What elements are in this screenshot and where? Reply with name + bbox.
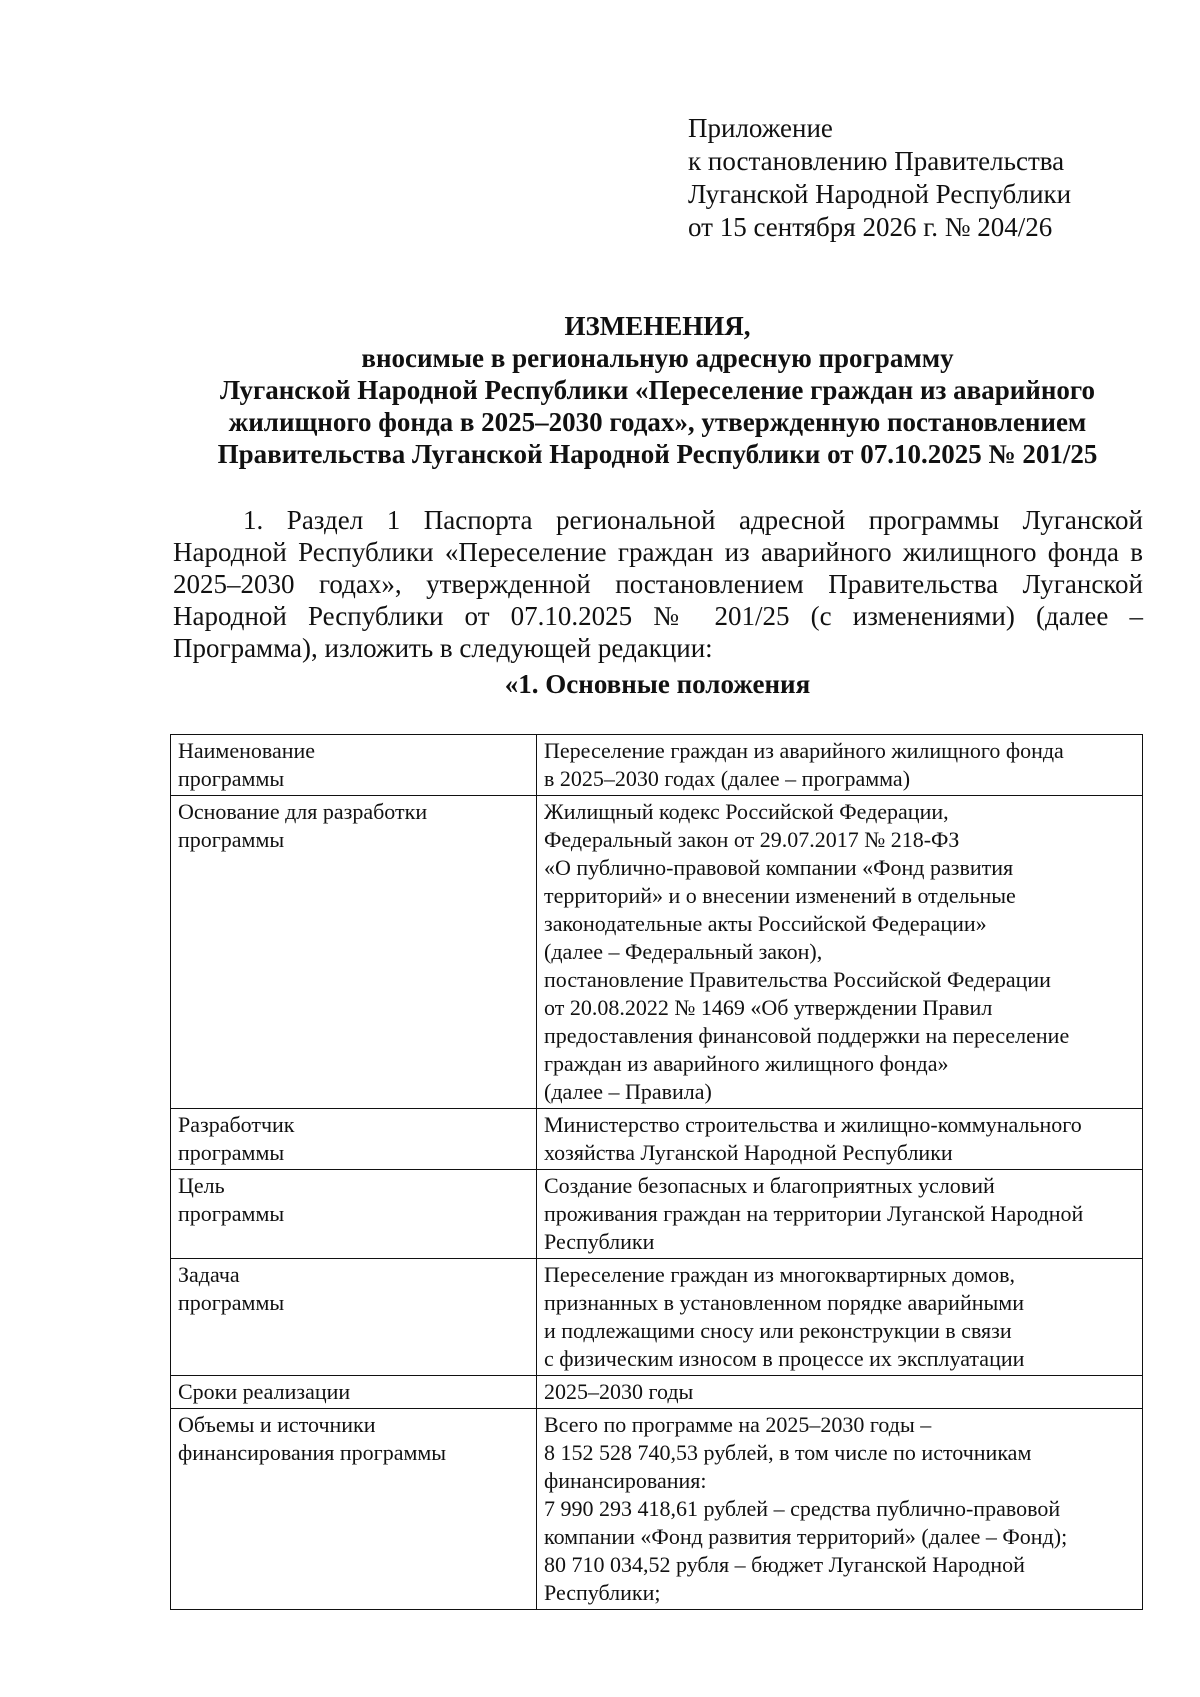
row-label-line: программы xyxy=(178,827,285,852)
table-row xyxy=(171,1376,1143,1409)
row-label-cell xyxy=(171,1109,537,1170)
row-label-line: Объемы и источники xyxy=(178,1412,376,1437)
row-label-line: Основание для разработки xyxy=(178,799,428,824)
row-value-line: 2025–2030 годы xyxy=(544,1379,694,1404)
row-value-line: (далее – Федеральный закон), xyxy=(544,939,823,964)
row-value-cell xyxy=(537,1170,1143,1259)
section-heading: «1. Основные положения xyxy=(504,669,811,699)
row-value-line: Федеральный закон от 29.07.2017 № 218-ФЗ xyxy=(544,827,960,852)
row-value-line: и подлежащими сносу или реконструкции в связи xyxy=(544,1318,1012,1343)
row-label-cell xyxy=(171,735,537,796)
row-label-cell xyxy=(171,796,537,1109)
row-value-line: предоставления финансовой поддержки на переселение xyxy=(544,1023,1070,1048)
row-value-line: Создание безопасных и благоприятных условий xyxy=(544,1173,995,1198)
row-value-line: 7 990 293 418,61 рублей – средства публично-правовой xyxy=(544,1496,1061,1521)
appendix-line: Приложение xyxy=(688,113,833,143)
title-line: жилищного фонда в 2025–2030 годах», утвержденную постановлением xyxy=(228,407,1087,437)
table-row xyxy=(171,1259,1143,1376)
row-label-line: программы xyxy=(178,1140,285,1165)
row-value-line: в 2025–2030 годах (далее – программа) xyxy=(544,766,911,791)
row-value-cell xyxy=(537,796,1143,1109)
row-value-line: Республики; xyxy=(544,1580,661,1605)
row-label-line: Разработчик xyxy=(178,1112,295,1137)
row-value-line: компании «Фонд развития территорий» (далее – Фонд); xyxy=(544,1524,1068,1549)
row-label-cell xyxy=(171,1376,537,1409)
row-value-line: Республики xyxy=(544,1229,655,1254)
row-value-line: финансирования: xyxy=(544,1468,707,1493)
table-row xyxy=(171,796,1143,1109)
row-value-cell xyxy=(537,1259,1143,1376)
row-label-line: Цель xyxy=(178,1173,225,1198)
title-line: вносимые в региональную адресную программу xyxy=(361,343,954,373)
row-value-line: Переселение граждан из многоквартирных домов, xyxy=(544,1262,1015,1287)
row-value-line: законодательные акты Российской Федерации» xyxy=(544,911,987,936)
row-value-cell xyxy=(537,1109,1143,1170)
row-label-line: Задача xyxy=(178,1262,240,1287)
title-line: Луганской Народной Республики «Переселение граждан из аварийного xyxy=(220,375,1095,405)
passport-table xyxy=(170,734,1143,1610)
paragraph-1: 1. Раздел 1 Паспорта региональной адресной программы Луганской Народной Республики «Переселение граждан из аварийного жилищного фонда в 2025–2030 годах», утвержденной постановлением Правительства Луганской Народной Республики от 07.10.2025 № 201/25 (с изменениями) (далее – Программа), изложить в следующей редакции: xyxy=(173,505,1143,663)
row-value-line: хозяйства Луганской Народной Республики xyxy=(544,1140,953,1165)
table-row xyxy=(171,735,1143,796)
table-row xyxy=(171,1409,1143,1610)
appendix-line: от 15 сентября 2026 г. № 204/26 xyxy=(688,212,1053,242)
row-label-line: программы xyxy=(178,1290,285,1315)
row-value-line: (далее – Правила) xyxy=(544,1079,712,1104)
table-row xyxy=(171,1109,1143,1170)
row-label-line: программы xyxy=(178,1201,285,1226)
row-value-line: территорий» и о внесении изменений в отдельные xyxy=(544,883,1016,908)
row-label-cell xyxy=(171,1170,537,1259)
row-label-line: Сроки реализации xyxy=(178,1379,351,1404)
row-value-line: с физическим износом в процессе их эксплуатации xyxy=(544,1346,1025,1371)
row-value-line: «О публично-правовой компании «Фонд развития xyxy=(544,855,1014,880)
appendix-line: к постановлению Правительства xyxy=(688,146,1065,176)
row-value-line: Жилищный кодекс Российской Федерации, xyxy=(544,799,949,824)
document-title xyxy=(170,310,1145,470)
row-value-line: от 20.08.2022 № 1469 «Об утверждении Правил xyxy=(544,995,993,1020)
row-value-line: Всего по программе на 2025–2030 годы – xyxy=(544,1412,932,1437)
row-label-line: программы xyxy=(178,766,285,791)
row-value-line: Министерство строительства и жилищно-коммунального xyxy=(544,1112,1082,1137)
row-value-line: проживания граждан на территории Луганской Народной xyxy=(544,1201,1084,1226)
appendix-block xyxy=(688,112,1071,244)
row-value-line: 80 710 034,52 рубля – бюджет Луганской Народной xyxy=(544,1552,1025,1577)
appendix-line: Луганской Народной Республики xyxy=(688,179,1072,209)
row-value-cell xyxy=(537,1409,1143,1610)
title-line: ИЗМЕНЕНИЯ, xyxy=(564,311,751,341)
row-value-cell xyxy=(537,735,1143,796)
row-label-cell xyxy=(171,1409,537,1610)
row-value-line: граждан из аварийного жилищного фонда» xyxy=(544,1051,949,1076)
table-row xyxy=(171,1170,1143,1259)
row-label-cell xyxy=(171,1259,537,1376)
row-label-line: финансирования программы xyxy=(178,1440,447,1465)
row-value-line: признанных в установленном порядке аварийными xyxy=(544,1290,1024,1315)
row-value-line: постановление Правительства Российской Федерации xyxy=(544,967,1051,992)
row-value-cell xyxy=(537,1376,1143,1409)
row-label-line: Наименование xyxy=(178,738,316,763)
row-value-line: Переселение граждан из аварийного жилищного фонда xyxy=(544,738,1064,763)
title-line: Правительства Луганской Народной Республики от 07.10.2025 № 201/25 xyxy=(217,439,1098,469)
row-value-line: 8 152 528 740,53 рублей, в том числе по источникам xyxy=(544,1440,1032,1465)
